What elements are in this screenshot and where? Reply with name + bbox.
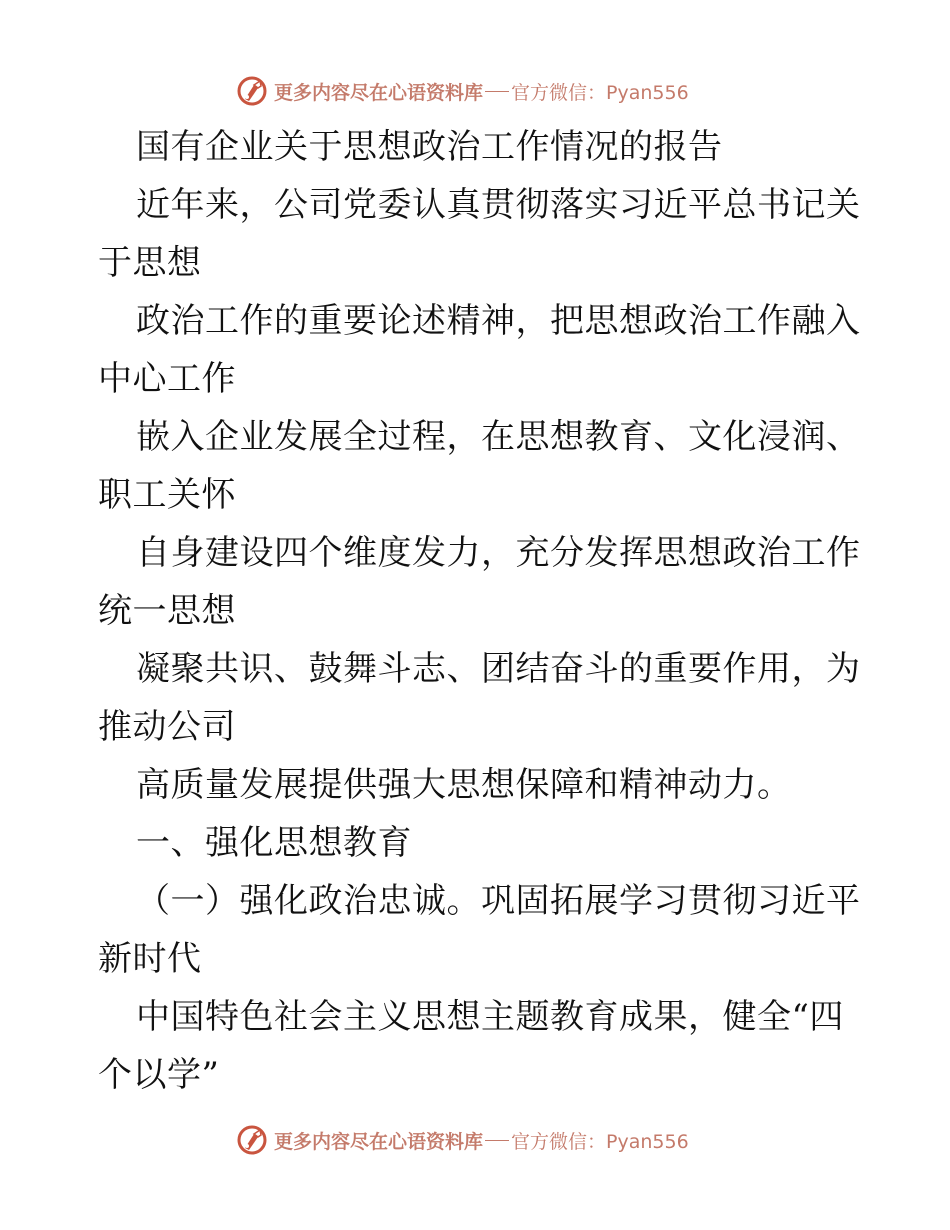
text-line: 国有企业关于思想政治工作情况的报告 <box>136 127 723 167</box>
text-line: 中国特色社会主义思想主题教育成果，健全“四 <box>136 997 844 1037</box>
text-line: 嵌入企业发展全过程，在思想教育、文化浸润、 <box>136 417 861 457</box>
document-body <box>98 118 861 1104</box>
text-line: 于思想 <box>98 243 202 283</box>
top-watermark-banner <box>236 74 689 108</box>
text-line: （一）强化政治忠诚。巩固拓展学习贯彻习近平 <box>136 881 861 921</box>
pen-nib-icon <box>236 1124 268 1156</box>
watermark-sub-text: 官方微信：Pyan556 <box>511 1130 689 1153</box>
text-line: 高质量发展提供强大思想保障和精神动力。 <box>136 765 792 805</box>
text-line: 凝聚共识、鼓舞斗志、团结奋斗的重要作用，为 <box>136 649 861 689</box>
text-line: 自身建设四个维度发力，充分发挥思想政治工作 <box>136 533 861 573</box>
watermark-dash <box>485 1140 509 1141</box>
watermark-main-text: 更多内容尽在心语资料库 <box>274 1130 484 1153</box>
text-line: 中心工作 <box>98 359 236 399</box>
bottom-watermark-banner <box>236 1123 689 1157</box>
pen-nib-icon <box>236 75 268 107</box>
text-line: 近年来，公司党委认真贯彻落实习近平总书记关 <box>136 185 861 225</box>
text-line: 新时代 <box>98 939 202 979</box>
text-line: 政治工作的重要论述精神，把思想政治工作融入 <box>136 301 861 341</box>
text-line: 统一思想 <box>98 591 236 631</box>
watermark-sub-text: 官方微信：Pyan556 <box>511 81 689 104</box>
text-line: 推动公司 <box>98 707 236 747</box>
text-line: 一、强化思想教育 <box>136 823 412 863</box>
text-line: 职工关怀 <box>98 475 236 515</box>
text-line: 个以学” <box>98 1055 220 1095</box>
watermark-dash <box>485 91 509 92</box>
watermark-main-text: 更多内容尽在心语资料库 <box>274 81 484 104</box>
